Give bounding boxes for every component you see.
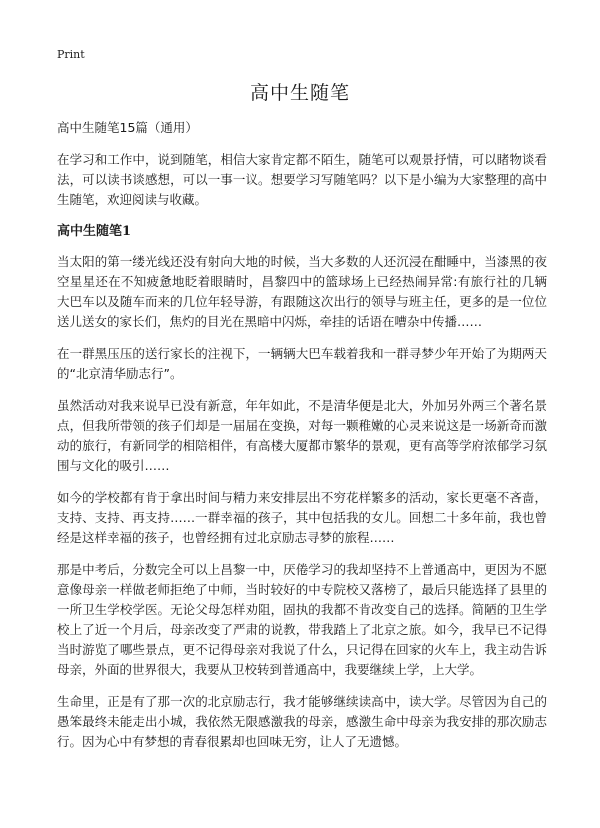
article-body bbox=[57, 118, 547, 764]
paragraph: 虽然活动对我来说早已没有新意，年年如此，不是清华便是北大，外加另外两三个著名景点，但我所带领的孩子们却是一届届在变换，对每一颗稚嫩的心灵来说这是一场新奇而激动的旅行，有新同学的相陪相伴，有高楼大厦都市繁华的景观，更有高等学府浓郁学习氛围与文化的吸引…… bbox=[57, 398, 547, 473]
intro-paragraph: 在学习和工作中，说到随笔，相信大家肯定都不陌生，随笔可以观景抒情，可以睹物谈看法，可以读书谈感想，可以一事一议。想要学习写随笔吗？以下是小编为大家整理的高中生随笔，欢迎阅读与收藏。 bbox=[57, 152, 547, 207]
page-title: 高中生随笔 bbox=[249, 82, 350, 104]
paragraph: 在一群黑压压的送行家长的注视下，一辆辆大巴车载着我和一群寻梦少年开始了为期两天的“北京清华励志行”。 bbox=[57, 346, 547, 381]
paragraph: 生命里，正是有了那一次的北京励志行，我才能够继续读高中，读大学。尽管因为自己的愚笨最终未能走出小城，我依然无限感激我的母亲，感激生命中母亲为我安排的那次励志行。因为心中有梦想的青春很累却也回味无穷，让人了无遗憾。 bbox=[57, 694, 547, 749]
paragraph: 如今的学校都有肯于拿出时间与精力来安排层出不穷花样繁多的活动，家长更毫不吝啬，支持、支持、再支持……一群幸福的孩子，其中包括我的女儿。回想二十多年前，我也曾经是这样幸福的孩子，也曾经拥有过北京励志寻梦的旅程…… bbox=[57, 490, 547, 545]
paragraph: 那是中考后，分数完全可以上昌黎一中，厌倦学习的我却坚持不上普通高中，更因为不愿意像母亲一样做老师拒绝了中师，当时较好的中专院校又落榜了，最后只能选择了县里的一所卫生学校学医。无论父母怎样劝阻，固执的我都不肯改变自己的选择。简陋的卫生学校上了近一个月后，母亲改变了严肃的说教，带我踏上了北京之旅。如今，我早已不记得当时游览了哪些景点，更不记得母亲对我说了什么，只记得在回家的火车上，我主动告诉母亲，外面的世界很大，我要从卫校转到普通高中，我要继续上学，上大学。 bbox=[57, 562, 547, 677]
article-subtitle: 高中生随笔15篇（通用） bbox=[57, 120, 198, 135]
section-heading: 高中生随笔1 bbox=[57, 224, 132, 239]
paragraph: 当太阳的第一缕光线还没有射向大地的时候，当大多数的人还沉浸在酣睡中，当漆黑的夜空星星还在不知疲惫地眨着眼睛时，昌黎四中的篮球场上已经热闹异常:有旅行社的几辆大巴车以及随车而来的几位年轻导游，有跟随这次出行的领导与班主任，更多的是一位位送儿送女的家长们，焦灼的目光在黑暗中闪烁，牵挂的话语在嘈杂中传播…… bbox=[57, 254, 547, 329]
print-link[interactable]: Print bbox=[57, 48, 85, 61]
